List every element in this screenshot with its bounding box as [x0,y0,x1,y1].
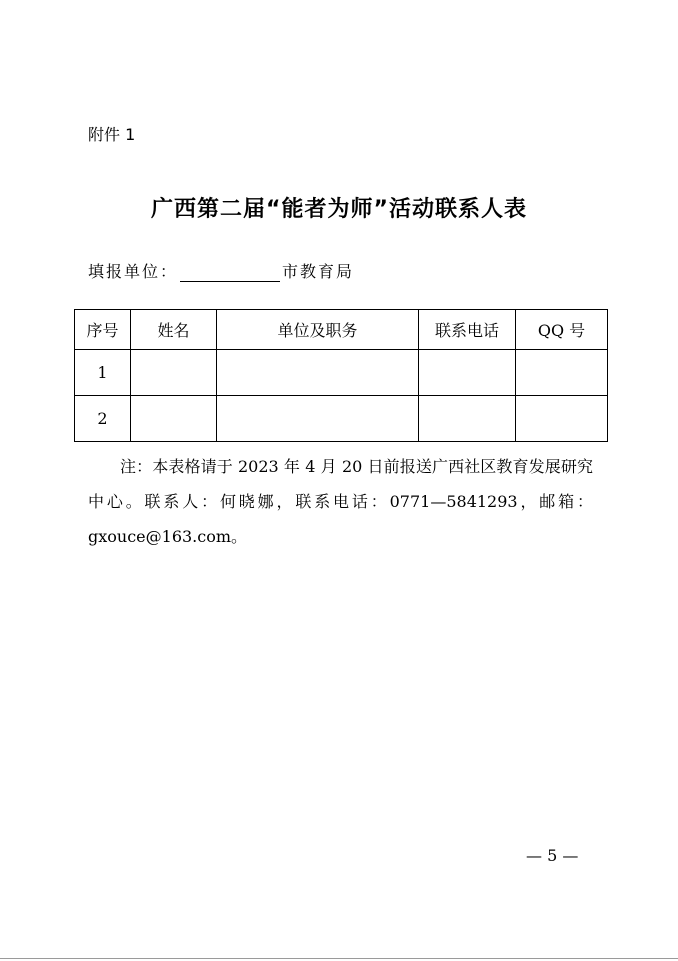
reporting-unit-label: 填报单位： [88,262,179,281]
reporting-unit-blank[interactable] [180,263,280,282]
cell-phone[interactable] [419,350,516,396]
header-unit-position: 单位及职务 [217,310,419,350]
cell-serial-number: 1 [75,350,131,396]
cell-unit-position[interactable] [217,396,419,442]
note-paragraph [88,449,593,554]
reporting-unit-line [88,259,354,282]
cell-name[interactable] [131,396,217,442]
cell-name[interactable] [131,350,217,396]
table-header-row [75,310,608,350]
header-serial-number: 序号 [75,310,131,350]
contact-table [74,309,608,442]
table-row [75,350,608,396]
header-phone: 联系电话 [419,310,516,350]
cell-phone[interactable] [419,396,516,442]
header-qq: QQ 号 [516,310,608,350]
cell-qq[interactable] [516,350,608,396]
document-title: 广西第二届“能者为师”活动联系人表 [151,197,527,222]
table-row [75,396,608,442]
page-number: — 5 — [526,846,579,865]
cell-unit-position[interactable] [217,350,419,396]
header-name: 姓名 [131,310,217,350]
reporting-unit-suffix: 市教育局 [282,262,355,281]
cell-qq[interactable] [516,396,608,442]
note-text: 注：本表格请于 2023 年 4 月 20 日前报送广西社区教育发展研究中心。联系人：何晓娜，联系电话：0771—5841293，邮箱：gxouce@163.com。 [88,457,593,546]
page-bottom-divider [0,958,678,959]
cell-serial-number: 2 [75,396,131,442]
attachment-label: 附件 1 [88,125,136,144]
